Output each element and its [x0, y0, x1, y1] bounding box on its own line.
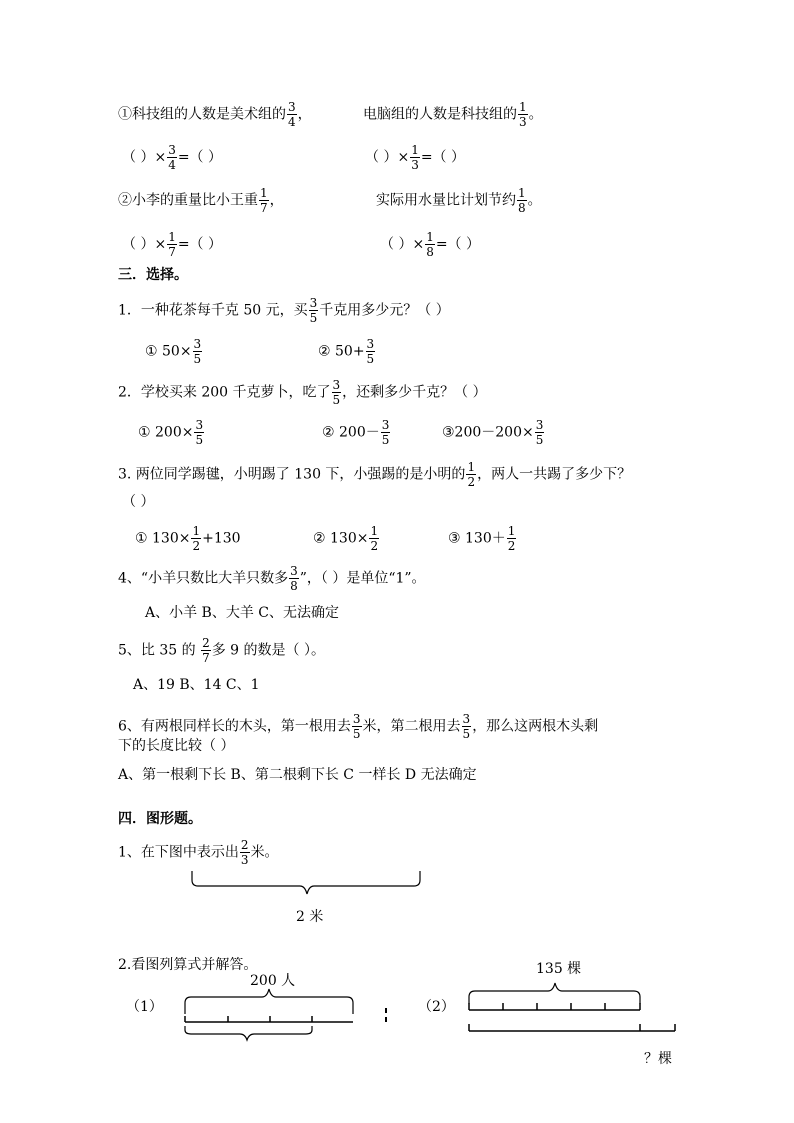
fraction: $\frac{3}{4}$	[168, 143, 176, 172]
question-3-option-1: ① 130× $\frac{1}{2}$ +130	[135, 524, 241, 553]
formula-line-2a: （ ）× $\frac{1}{7}$ =（ ）	[122, 230, 223, 259]
formula-line-1a: （ ）× $\frac{3}{4}$ =（ ）	[122, 143, 223, 172]
question-5-options: A、19 B、14 C、1	[133, 677, 260, 693]
compare-text: ①科技组的人数是美术组的	[118, 106, 286, 123]
fraction: $\frac{3}{5}$	[309, 296, 318, 325]
fraction: $\frac{3}{5}$	[366, 337, 375, 366]
fraction: $\frac{3}{5}$	[462, 712, 471, 741]
section-heading-choice: 三．选择。	[118, 267, 188, 283]
label-2-meters: 2 米	[296, 909, 324, 925]
question-3: 3. 两位同学踢毽，小明踢了 130 下，小强踢的是小明的 $\frac{1}{2}$ ，两人一共踢了多少下？	[118, 460, 632, 489]
fraction: $\frac{1}{7}$	[168, 230, 176, 259]
formula-line-2b: （ ）× $\frac{1}{8}$ =（ ）	[380, 230, 481, 259]
question-3-option-2: ② 130× $\frac{1}{2}$	[313, 524, 379, 553]
question-6-line-2: 下的长度比较（ ）	[118, 738, 235, 754]
fraction: $\frac{3}{5}$	[535, 418, 544, 447]
fraction: $\frac{3}{5}$	[381, 418, 390, 447]
fraction: $\frac{1}{3}$	[411, 143, 419, 172]
label-unknown-trees: ？棵	[644, 1051, 672, 1067]
question-1-option-2: ② 50+ $\frac{3}{5}$	[318, 337, 375, 366]
graph-question-2: 2.看图列算式并解答。	[118, 957, 258, 973]
sub-question-2: （2）	[418, 999, 455, 1015]
fraction: $\frac{1}{2}$	[370, 524, 379, 553]
label-200-people: 200 人	[250, 973, 296, 989]
question-3-paren: （ ）	[122, 494, 155, 510]
fraction: $\frac{3}{5}$	[352, 712, 361, 741]
question-4: 4、“小羊只数比大羊只数多 $\frac{3}{8}$ ”，（ ）是单位“1”。	[118, 564, 426, 593]
brace-135-trees	[469, 983, 640, 1004]
brace-200-people	[185, 989, 353, 1014]
fraction: $\frac{1}{8}$	[518, 186, 526, 215]
compare-text: 实际用水量比计划节约	[376, 192, 516, 209]
label-135-trees: 135 棵	[536, 961, 582, 977]
fraction: $\frac{3}{4}$	[288, 100, 296, 129]
formula-line-1b: （ ）× $\frac{1}{3}$ =（ ）	[365, 143, 466, 172]
question-5: 5、比 35 的 $\frac{2}{7}$ 多 9 的数是（ ）。	[118, 636, 325, 665]
sub-question-1: （1）	[126, 999, 163, 1015]
question-1: 1．一种花茶每千克 50 元，买 $\frac{3}{5}$ 千克用多少元？（ ）	[118, 296, 450, 325]
fraction: $\frac{1}{2}$	[467, 460, 476, 489]
compare-text: 电脑组的人数是科技组的	[363, 106, 517, 123]
compare-line-2b: 实际用水量比计划节约 $\frac{1}{8}$ 。	[376, 186, 542, 215]
question-2-option-1: ① 200× $\frac{3}{5}$	[138, 418, 204, 447]
question-6-options: A、第一根剩下长 B、第二根剩下长 C 一样长 D 无法确定	[118, 767, 477, 783]
fraction: $\frac{1}{3}$	[519, 100, 527, 129]
fraction: $\frac{3}{5}$	[193, 337, 202, 366]
fraction: $\frac{2}{7}$	[202, 636, 210, 665]
question-4-options: A、小羊 B、大羊 C、无法确定	[145, 605, 340, 621]
fraction: $\frac{1}{2}$	[507, 524, 516, 553]
fraction: $\frac{3}{8}$	[290, 564, 298, 593]
fraction: $\frac{2}{3}$	[240, 838, 249, 867]
question-2-option-3: ③200－200× $\frac{3}{5}$	[442, 418, 544, 447]
compare-line-1b: 电脑组的人数是科技组的 $\frac{1}{3}$ 。	[363, 100, 543, 129]
question-3-option-3: ③ 130＋ $\frac{1}{2}$	[448, 524, 516, 553]
fraction: $\frac{1}{7}$	[260, 186, 268, 215]
graph-question-1: 1、在下图中表示出 $\frac{2}{3}$ 米。	[118, 838, 279, 867]
brace-2-meters	[192, 871, 420, 894]
compare-line-1a: ①科技组的人数是美术组的 $\frac{3}{4}$ ，	[118, 100, 312, 129]
compare-line-2a: ②小李的重量比小王重 $\frac{1}{7}$ ，	[118, 186, 284, 215]
question-2: 2．学校买来 200 千克萝卜，吃了 $\frac{3}{5}$ ，还剩多少千克？（ ）	[118, 378, 487, 407]
fraction: $\frac{1}{8}$	[426, 230, 434, 259]
section-heading-graph: 四．图形题。	[118, 811, 202, 827]
fraction: $\frac{3}{5}$	[195, 418, 204, 447]
question-2-option-2: ② 200－ $\frac{3}{5}$	[322, 418, 390, 447]
brace-bottom-part	[185, 1026, 312, 1040]
fraction: $\frac{1}{2}$	[192, 524, 201, 553]
compare-text: ②小李的重量比小王重	[118, 192, 258, 209]
question-6: 6、有两根同样长的木头，第一根用去 $\frac{3}{5}$ 米，第二根用去 $\frac{3}{5}$ ，那么这两根木头剩	[118, 712, 599, 741]
question-1-option-1: ① 50× $\frac{3}{5}$	[145, 337, 202, 366]
fraction: $\frac{3}{5}$	[332, 378, 341, 407]
